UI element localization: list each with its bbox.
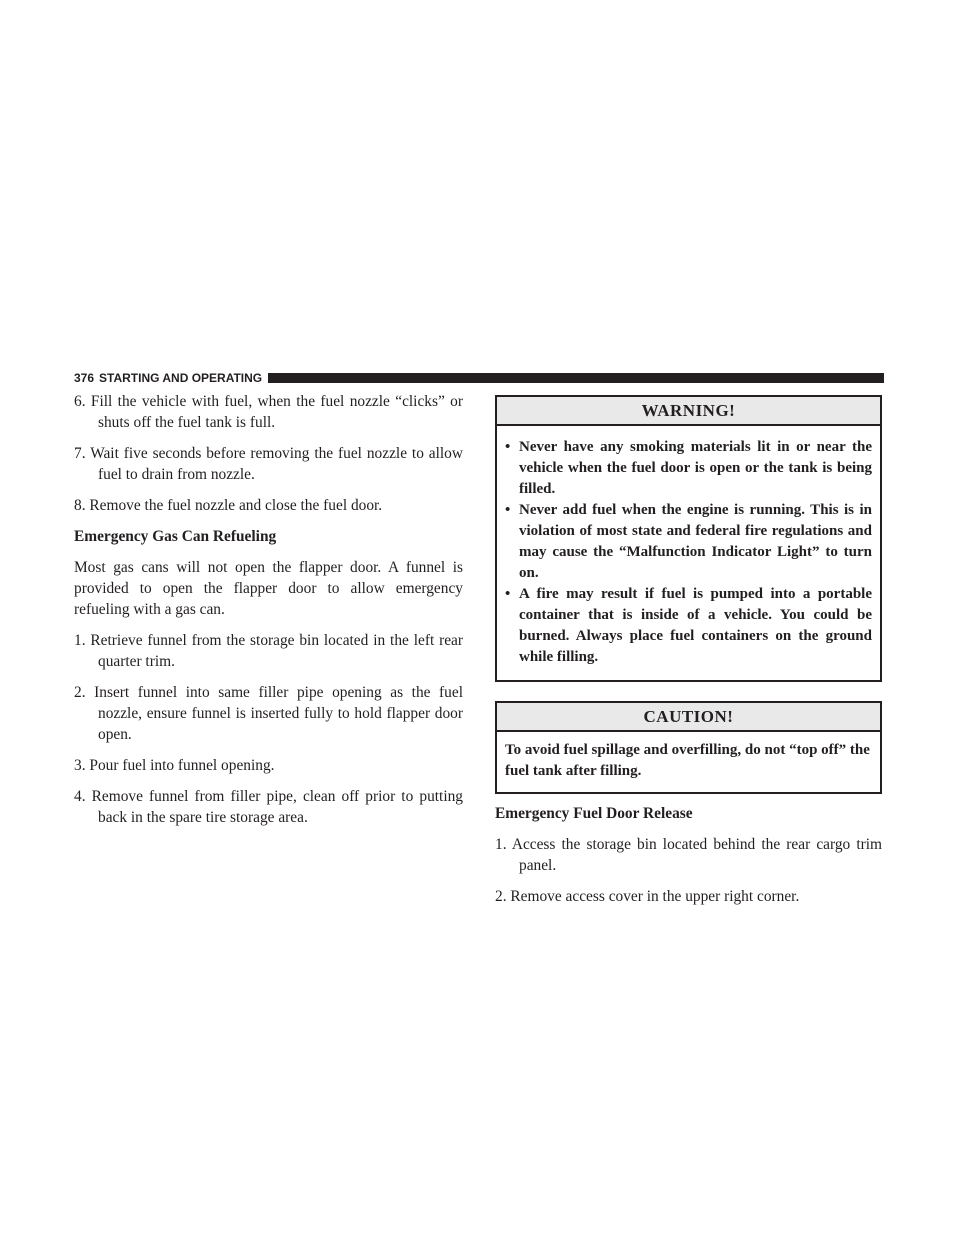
- step-item: [495, 886, 882, 907]
- warning-box: [495, 395, 882, 682]
- warning-item: [505, 500, 872, 584]
- step-text: Remove the fuel nozzle and close the fuel door.: [89, 497, 383, 514]
- right-column: [495, 391, 882, 917]
- step-number: 4.: [74, 788, 86, 805]
- page-number: 376: [74, 371, 95, 385]
- step-number: 2.: [495, 888, 507, 905]
- bullet-icon: •: [505, 586, 511, 602]
- step-item: [495, 834, 882, 876]
- section-heading: Emergency Gas Can Refueling: [74, 528, 277, 545]
- step-text: Pour fuel into funnel opening.: [89, 757, 275, 774]
- step-text: Remove access cover in the upper right corner.: [510, 888, 800, 905]
- left-column: [74, 391, 463, 838]
- step-number: 1.: [74, 632, 86, 649]
- warning-text: A fire may result if fuel is pumped into a portable container that is inside of a vehicle. You could be burned. Always place fuel containers on the ground while filling.: [519, 586, 872, 665]
- header-rule: [268, 373, 884, 383]
- step-text: Wait five seconds before removing the fuel nozzle to allow fuel to drain from nozzle.: [90, 445, 463, 483]
- step-number: 3.: [74, 757, 86, 774]
- step-item: [74, 443, 463, 485]
- caution-text: To avoid fuel spillage and overfilling, do not “top off” the fuel tank after filling.: [505, 742, 870, 779]
- step-item: [74, 495, 463, 516]
- step-text: Fill the vehicle with fuel, when the fuel nozzle “clicks” or shuts off the fuel tank is full.: [90, 393, 463, 431]
- section-heading: Emergency Fuel Door Release: [495, 805, 693, 822]
- caution-title: CAUTION!: [497, 703, 880, 732]
- step-item: [74, 630, 463, 672]
- bullet-icon: •: [505, 439, 511, 455]
- caution-box: [495, 701, 882, 794]
- warning-title: WARNING!: [497, 397, 880, 426]
- section-title: STARTING AND OPERATING: [99, 371, 263, 385]
- step-item: [74, 786, 463, 828]
- step-item: [74, 391, 463, 433]
- warning-list: [497, 426, 880, 680]
- step-text: Insert funnel into same filler pipe opening as the fuel nozzle, ensure funnel is inserted fully to hold flapper door open.: [94, 684, 463, 743]
- warning-text: Never add fuel when the engine is running. This is in violation of most state and federal fire regulations and may cause the “Malfunction Indicator Light” to turn on.: [519, 502, 872, 581]
- step-number: 7.: [74, 445, 86, 462]
- bullet-icon: •: [505, 502, 511, 518]
- body-paragraph: Most gas cans will not open the flapper door. A funnel is provided to open the flapper door to allow emergency refueling with a gas can.: [74, 559, 463, 618]
- page-header: [74, 370, 884, 386]
- step-item: [74, 755, 463, 776]
- step-text: Remove funnel from filler pipe, clean off prior to putting back in the spare tire storage area.: [91, 788, 463, 826]
- step-number: 1.: [495, 836, 507, 853]
- warning-item: [505, 584, 872, 668]
- step-number: 2.: [74, 684, 86, 701]
- warning-text: Never have any smoking materials lit in or near the vehicle when the fuel door is open or the tank is being filled.: [519, 439, 872, 497]
- step-item: [74, 682, 463, 745]
- step-text: Access the storage bin located behind the rear cargo trim panel.: [511, 836, 883, 874]
- step-number: 8.: [74, 497, 86, 514]
- step-number: 6.: [74, 393, 86, 410]
- step-text: Retrieve funnel from the storage bin located in the left rear quarter trim.: [90, 632, 463, 670]
- warning-item: [505, 437, 872, 500]
